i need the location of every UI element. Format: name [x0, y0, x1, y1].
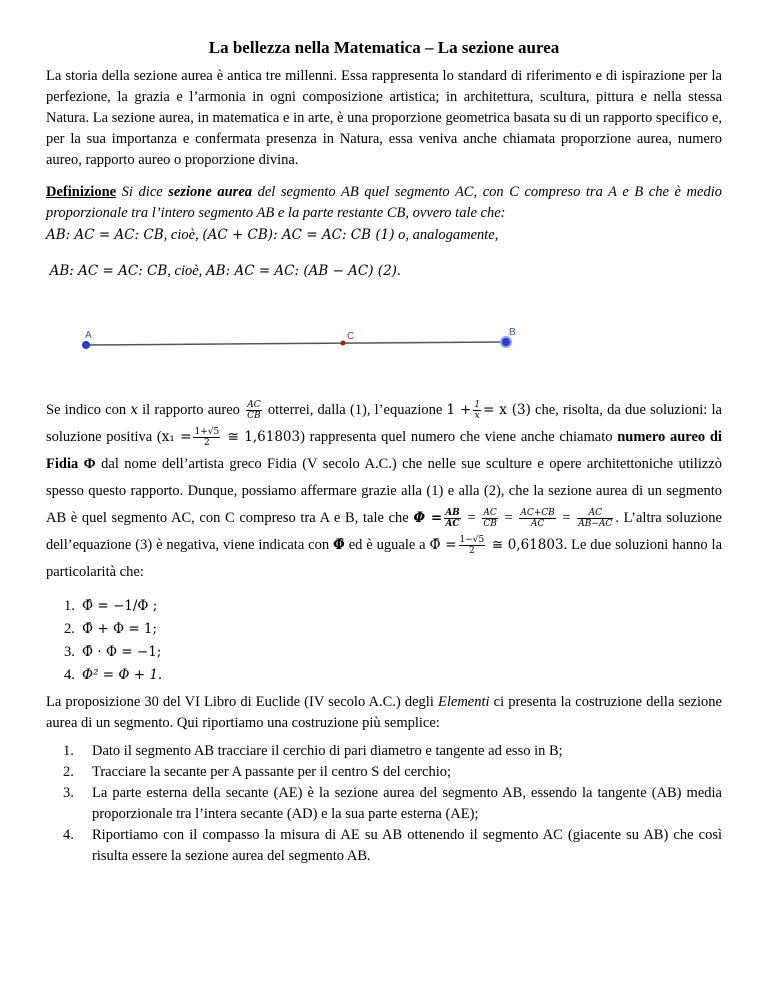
intro-paragraph: La storia della sezione aurea è antica tre millenni. Essa rappresenta lo standard di riferimento e di ispirazione per la perfezione, la grazia e l’armonia in ogni composizione artistica; in architettura, scultura, pittura e nella stessa Natura. La sezione aurea, in matematica e in arte, è una proporzione geometrica basata su di un rapporto specifico e, per la sua importanza e confermata presenza in Natura, essa veniva anche chiamata proporzione aurea, numero aureo, rapporto aureo o proporzione divina.	[46, 68, 722, 168]
list-item: 4. Riportiamo con il compasso la misura di AE su AB ottenendo il segmento AC (giacente su AB) che così risulta essere la sezione aurea del segmento AB.	[63, 827, 722, 864]
p2-s4: che, risolta, da due soluzioni: la soluzione positiva (	[46, 402, 722, 445]
approx-1: ≅ 1,61803	[222, 429, 301, 445]
eq1-tail: o, analogamente,	[394, 227, 499, 243]
point-a-label: A	[85, 330, 92, 341]
page-title: La bellezza nella Matematica – La sezione aurea	[208, 38, 560, 57]
frac-ac-cb: $\frac{AC}{CB}$	[247, 400, 261, 422]
p2-s7: . L’altra soluzione dell’equazione (3) è negativa, viene indicata con	[46, 510, 722, 553]
frac-1-x: $\frac{1}{x}$	[474, 400, 481, 422]
phi-eq: Φ =	[413, 510, 443, 526]
definition-text-b: del segmento AB quel segmento AC, con C compreso tra A e B che è medio proporzionale tra l’intero segmento AB e la parte restante CB, ovvero tale che:	[46, 184, 722, 221]
definition-label: Definizione	[46, 184, 117, 200]
phi-hat-bold: Φ̂	[333, 537, 345, 553]
eq1-math-b: (AC + CB): AC = AC: CB (1)	[202, 227, 395, 243]
numero-aureo-term: numero aureo di Fidia Φ	[46, 429, 722, 472]
list-item: 1. Dato il segmento AB tracciare il cerchio di pari diametro e tangente ad esso in B;	[63, 743, 563, 759]
frac-accb-ac: $\frac{AC+CB}{AC}$	[520, 508, 555, 530]
equation-2	[46, 261, 722, 282]
frac-ac-cb-2: $\frac{AC}{CB}$	[483, 508, 497, 530]
eq2-sep: , cioè,	[167, 263, 206, 279]
p2-s5: ) rappresenta quel numero che viene anche chiamato	[300, 429, 618, 445]
segment-svg	[46, 322, 722, 362]
approx-2: ≅ 0,61803	[487, 537, 564, 553]
point-c-label: C	[347, 331, 355, 342]
p2-s2: il rapporto aureo	[137, 402, 245, 418]
list-item: 2. Φ̂ + Φ = 1;	[64, 621, 158, 637]
eq2-math-b: AB: AC = AC: (AB − AC) (2)	[205, 263, 397, 279]
definition-text-a: Si dice	[116, 184, 169, 200]
golden-ratio-paragraph: Se indico con x il rapporto aureo $\frac{AC}{CB}$ otterrei, dalla (1), l’equazione 1 + $\frac{1}{x}$ = x (3) che, risolta, da due soluzioni: la soluzione positiva (x₁ = $\frac{1+√5}{2}$ ≅ 1,61803) rappresenta quel numero che viene anche chiamato numero aureo di Fidia Φ dal nome dell’artista greco Fidia (V secolo A.C.) che nelle sue sculture e opere architettoniche utilizzò spesso questo rapporto. Dunque, possiamo affermare grazie alla (1) e alla (2), che la sezione aurea di un segmento AB è quel segmento AC, con C compreso tra A e B, tale che Φ = $\frac{AB}{AC}$ = $\frac{AC}{CB}$ = $\frac{AC+CB}{AC}$ = $\frac{AC}{AB-AC}$ . L’altra soluzione dell’equazione (3) è negativa, viene indicata con Φ̂ ed è uguale a Φ̂ = $\frac{1-√5}{2}$ ≅ 0,61803. Le due soluzioni hanno la particolarità che:	[46, 400, 723, 580]
p2-s8: ed è uguale a	[344, 537, 430, 553]
point-a-marker	[82, 341, 90, 349]
frac-ac-abac: $\frac{AC}{AB-AC}$	[578, 508, 613, 530]
p2-s1: Se indico con	[46, 402, 131, 418]
point-b-label: B	[509, 327, 516, 338]
equation-1	[46, 225, 722, 246]
p2-s3: otterrei, dalla (1), l’equazione	[263, 402, 447, 418]
properties-list	[46, 596, 722, 688]
eq2-math-a: AB: AC = AC: CB	[49, 263, 168, 279]
list-item: 3. Φ̂ · Φ = −1;	[64, 644, 162, 660]
elementi-title: Elementi	[438, 694, 490, 710]
euclid-paragraph: La proposizione 30 del VI Libro di Euclide (IV secolo A.C.) degli Elementi ci presenta la costruzione della sezione aurea di un segmento. Qui riportiamo una costruzione più semplice:	[46, 694, 722, 731]
list-item: 2. Tracciare la secante per A passante per il centro S del cerchio;	[63, 764, 451, 780]
segment-figure	[46, 322, 722, 362]
p2-s6: dal nome dell’artista greco Fidia (V secolo A.C.) che nelle sue sculture e opere architettoniche utilizzò spesso questo rapporto. Dunque, possiamo affermare grazie alla (1) e alla (2), che la sezione aurea di un segmento AB è quel segmento AC, con C compreso tra A e B, tale che	[46, 456, 722, 526]
definition-term: sezione aurea	[168, 184, 253, 200]
definition-paragraph	[46, 182, 722, 224]
construction-steps	[46, 741, 722, 867]
frac-negative-root: $\frac{1-√5}{2}$	[459, 535, 485, 557]
phi-hat-eq: Φ̂ =	[429, 537, 457, 553]
eq3-a: 1 +	[446, 402, 472, 418]
point-c-marker	[341, 341, 346, 346]
p2-x: x	[130, 402, 138, 418]
point-b-marker	[501, 337, 511, 347]
list-item: 1. Φ̂ = −1/Φ ;	[64, 598, 158, 614]
eq1-math-a: AB: AC = AC: CB	[46, 227, 164, 243]
eq2-tail: .	[396, 263, 401, 279]
frac-positive-root: $\frac{1+√5}{2}$	[194, 427, 220, 449]
p2-s9: . Le due soluzioni hanno la particolarità che:	[46, 537, 723, 580]
x1-label: x₁ =	[161, 429, 192, 445]
list-item: 3. La parte esterna della secante (AE) è la sezione aurea del segmento AB, essendo la tangente (AB) media proporzionale tra l’intera secante (AD) e la sua parte esterna (AE);	[63, 785, 722, 822]
frac-ab-ac: $\frac{AB}{AC}$	[445, 508, 460, 530]
list-item: 4. Φ² = Φ + 1.	[64, 667, 163, 683]
eq3-b: = x (3)	[483, 402, 531, 418]
eq1-sep: , cioè,	[163, 227, 203, 243]
segment-ab-line	[86, 342, 506, 345]
